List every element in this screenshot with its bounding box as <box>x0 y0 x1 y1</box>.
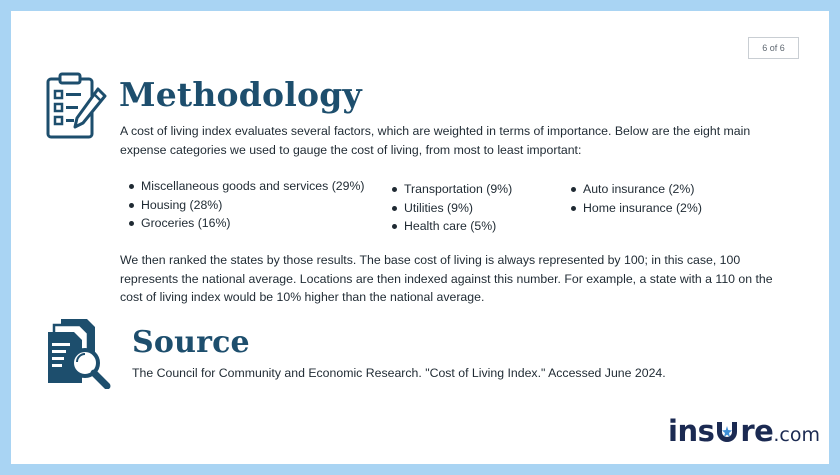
source-citation: The Council for Community and Economic Research. "Cost of Living Index." Accessed June 2024. <box>132 366 666 380</box>
page-indicator: 6 of 6 <box>748 37 799 59</box>
logo-letters: re <box>740 414 774 448</box>
shield-star-icon <box>715 420 739 444</box>
methodology-title: Methodology <box>119 75 362 114</box>
slide <box>11 11 829 464</box>
categories-column-1 <box>129 177 365 233</box>
logo-prefix: ins <box>668 414 715 448</box>
clipboard-checklist-icon <box>45 71 109 141</box>
documents-magnifier-icon <box>47 317 117 389</box>
list-item: Home insurance (2%) <box>571 199 702 218</box>
categories-column-3 <box>571 180 702 217</box>
categories-column-2 <box>392 180 512 236</box>
list-item: Health care (5%) <box>392 217 512 236</box>
insure-logo <box>668 414 820 448</box>
list-item: Auto insurance (2%) <box>571 180 702 199</box>
list-item: Housing (28%) <box>129 196 365 215</box>
source-title: Source <box>132 325 250 360</box>
ranking-paragraph: We then ranked the states by those results. The base cost of living is always represented by 100; in this case, 100 represents the national average. Locations are then indexed against this number. For example, a state with a 110 on the cost of living index would be 10% higher than the national average. <box>120 253 773 304</box>
list-item: Miscellaneous goods and services (29%) <box>129 177 365 196</box>
methodology-intro: A cost of living index evaluates several factors, which are weighted in terms of importance. Below are the eight main expense categories we used to gauge the cost of living, from most to least important: <box>120 124 751 157</box>
logo-domain: .com <box>773 424 820 446</box>
list-item: Groceries (16%) <box>129 214 365 233</box>
list-item: Transportation (9%) <box>392 180 512 199</box>
list-item: Utilities (9%) <box>392 199 512 218</box>
